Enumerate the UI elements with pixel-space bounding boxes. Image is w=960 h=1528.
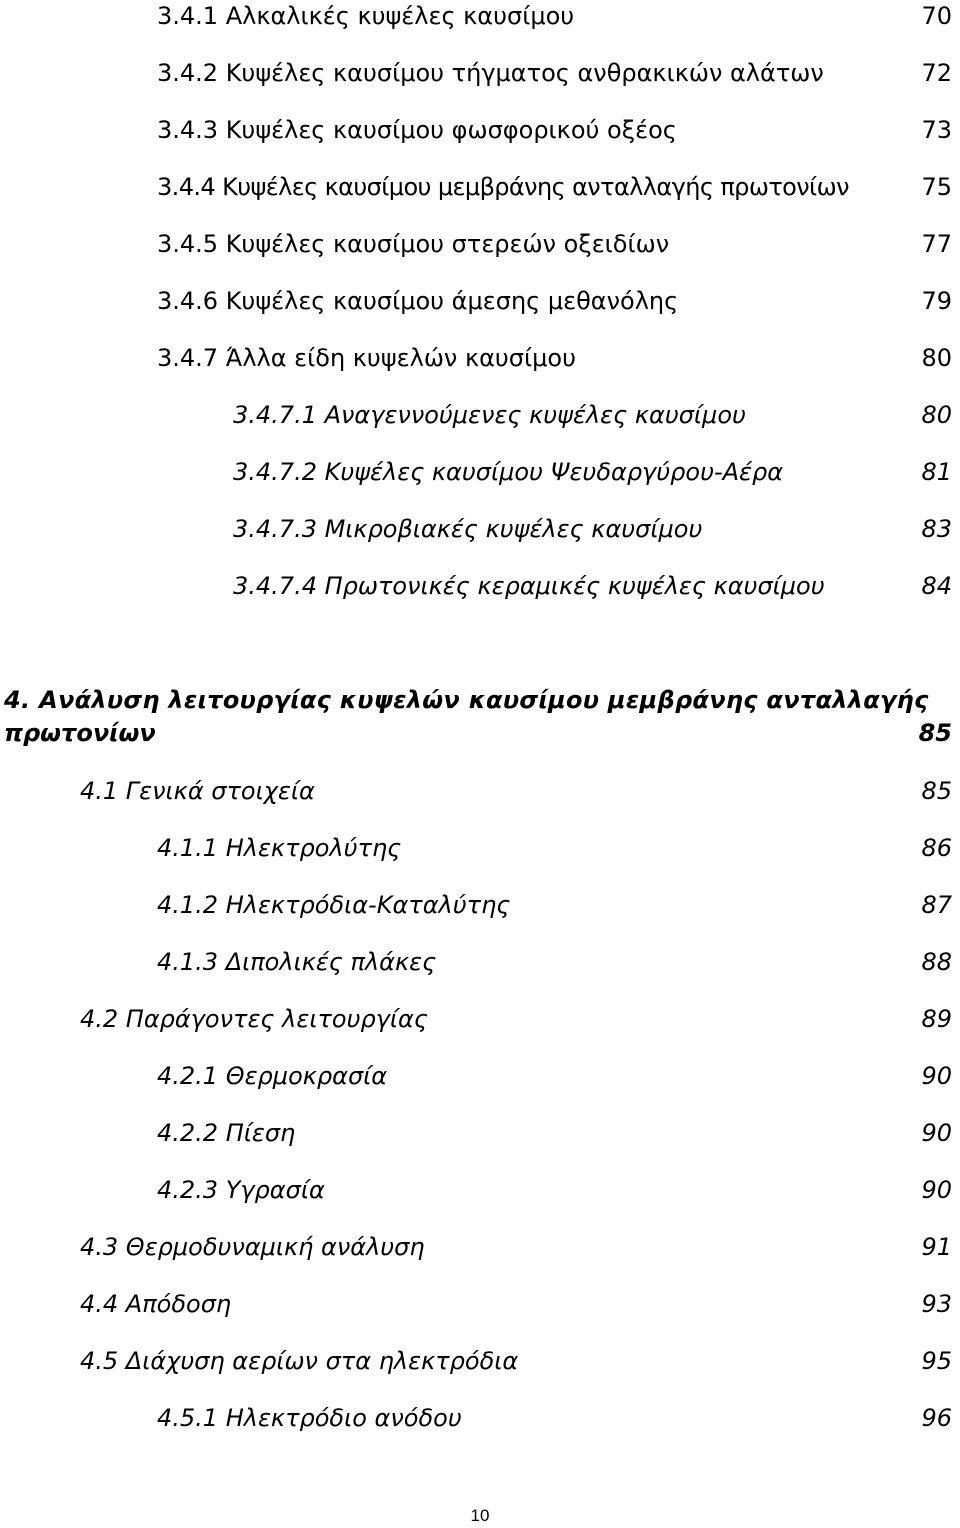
toc-entry[interactable] [0,171,960,211]
toc-entry-page: 73 [921,116,952,144]
toc-entry-title: 3.4.7.3 Μικροβιακές κυψέλες καυσίμου [233,515,703,543]
toc-entry-page: 87 [921,891,952,919]
toc-entry-title: 4.3 Θερμοδυναμική ανάλυση [80,1233,425,1261]
toc-entry-title: 3.4.4 Κυψέλες καυσίμου μεμβράνης ανταλλαγής πρωτονίων [157,173,849,201]
toc-entry[interactable] [0,570,960,610]
toc-entry-page: 91 [921,1233,952,1261]
toc-entry-title: 4.5 Διάχυση αερίων στα ηλεκτρόδια [80,1347,519,1375]
toc-chapter-title-continued: πρωτονίων [4,719,156,747]
toc-entry-title: 3.4.7.4 Πρωτονικές κεραμικές κυψέλες καυσίμου [233,572,825,600]
toc-entry[interactable] [0,399,960,439]
toc-entry-title: 3.4.5 Κυψέλες καυσίμου στερεών οξειδίων [157,230,670,258]
toc-entry[interactable] [0,342,960,382]
toc-entry-page: 80 [921,344,952,372]
toc-entry-title: 4.2.3 Υγρασία [157,1176,325,1204]
toc-entry[interactable] [0,775,960,815]
toc-entry-page: 89 [921,1005,952,1033]
toc-entry-page: 75 [921,173,952,201]
toc-chapter-title: 4. Ανάλυση λειτουργίας κυψελών καυσίμου μεμβράνης ανταλλαγής [4,686,929,714]
toc-entry-page: 83 [921,515,952,543]
toc-entry-page: 79 [921,287,952,315]
toc-entry-page: 70 [921,2,952,30]
toc-entry-title: 4.1.2 Ηλεκτρόδια-Καταλύτης [157,891,511,919]
toc-entry[interactable] [0,1117,960,1157]
toc-entry-title: 4.4 Απόδοση [80,1290,232,1318]
toc-entry-page: 86 [921,834,952,862]
toc-entry-title: 4.1 Γενικά στοιχεία [80,777,315,805]
toc-entry-title: 4.2 Παράγοντες λειτουργίας [80,1005,428,1033]
toc-entry-title: 3.4.6 Κυψέλες καυσίμου άμεσης μεθανόλης [157,287,679,315]
toc-entry[interactable] [0,456,960,496]
toc-entry-title: 3.4.1 Αλκαλικές κυψέλες καυσίμου [157,2,575,30]
toc-entry-title: 4.1.3 Διπολικές πλάκες [157,948,437,976]
toc-entry[interactable] [0,0,960,40]
toc-entry-page: 90 [921,1119,952,1147]
toc-entry[interactable] [0,228,960,268]
toc-entry-title: 3.4.2 Κυψέλες καυσίμου τήγματος ανθρακικών αλάτων [157,59,824,87]
page-number: 10 [470,1506,490,1525]
toc-entry-title: 3.4.7.1 Αναγεννούμενες κυψέλες καυσίμου [233,401,746,429]
toc-entry[interactable] [0,1345,960,1385]
toc-entry[interactable] [0,832,960,872]
toc-entry[interactable] [0,1402,960,1442]
toc-entry[interactable] [0,1174,960,1214]
toc-entry[interactable] [0,57,960,97]
toc-entry-page: 85 [918,719,952,747]
toc-entry[interactable] [0,114,960,154]
toc-entry[interactable] [0,1060,960,1100]
toc-entry-title: 4.2.2 Πίεση [157,1119,296,1147]
toc-entry-page: 80 [921,401,952,429]
toc-entry-page: 90 [921,1062,952,1090]
toc-entry[interactable] [0,889,960,929]
toc-entry-page: 96 [921,1404,952,1432]
toc-entry[interactable] [0,946,960,986]
toc-entry-page: 95 [921,1347,952,1375]
toc-entry-page: 72 [921,59,952,87]
toc-entry-title: 3.4.3 Κυψέλες καυσίμου φωσφορικού οξέος [157,116,677,144]
toc-entry-title: 4.5.1 Ηλεκτρόδιο ανόδου [157,1404,462,1432]
toc-entry-title: 4.2.1 Θερμοκρασία [157,1062,388,1090]
toc-entry-page: 85 [921,777,952,805]
toc-entry[interactable] [0,513,960,553]
toc-entry-page: 77 [921,230,952,258]
toc-entry-title: 3.4.7.2 Κυψέλες καυσίμου Ψευδαργύρου-Αέρα [233,458,784,486]
toc-entry-page: 88 [921,948,952,976]
toc-entry[interactable] [0,285,960,325]
toc-entry-page: 84 [921,572,952,600]
toc-chapter-heading-continued[interactable] [0,717,960,757]
toc-entry-title: 3.4.7 Άλλα είδη κυψελών καυσίμου [157,344,576,372]
toc-entry-page: 81 [921,458,952,486]
toc-entry[interactable] [0,1003,960,1043]
toc-entry-page: 90 [921,1176,952,1204]
toc-entry-title: 4.1.1 Ηλεκτρολύτης [157,834,402,862]
toc-entry-page: 93 [921,1290,952,1318]
toc-entry[interactable] [0,1288,960,1328]
toc-entry[interactable] [0,1231,960,1271]
